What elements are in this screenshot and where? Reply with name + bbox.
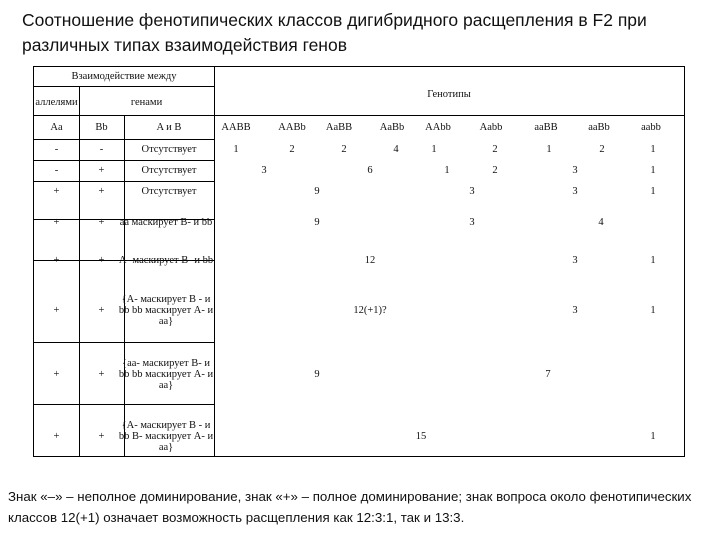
phenotype-class: 1	[650, 165, 656, 176]
phenotype-class: 9	[314, 185, 320, 197]
genotype-aabb-dom: AABB	[221, 121, 251, 133]
phenotype-class: 1	[546, 144, 552, 155]
allele-bb-cell: +	[98, 185, 105, 197]
genotype-aabb-7: aaBB	[534, 121, 558, 133]
allele-aa-cell: +	[53, 185, 60, 197]
phenotype-class: 3	[572, 304, 578, 316]
footnote: Знак «–» – неполное доминирование, знак «+» – полное доминирование; знак вопроса около фенотипических классов 12(+1) означает возможность расщепления как 12:3:1, так и 13:3.	[8, 489, 692, 525]
genotype-aabb-het: AABb	[278, 121, 306, 133]
header-alleles: аллелями	[35, 97, 78, 108]
gene-interaction-cell: aa маскирует B- и bb	[119, 216, 213, 228]
genotype-aabb-5: AAbb	[425, 121, 451, 133]
allele-aa-cell: +	[53, 430, 60, 442]
header-genotypes: Генотипы	[427, 88, 471, 100]
phenotype-class: 9	[314, 368, 320, 380]
allele-bb-cell: +	[98, 216, 105, 228]
phenotype-class: 3	[572, 185, 578, 197]
gene-interaction-cell: Отсутствует	[141, 165, 197, 176]
phenotype-class: 3	[261, 165, 267, 176]
phenotype-class: 1	[650, 430, 656, 442]
table-rule	[34, 86, 214, 87]
interaction-table	[33, 66, 685, 457]
phenotype-class: 12(+1)?	[353, 304, 387, 316]
allele-aa-cell: -	[54, 144, 59, 155]
allele-bb-cell: +	[98, 430, 105, 442]
gene-interaction-cell: {aa- маскирует B- и bb bb маскирует A- и aa}	[118, 357, 214, 391]
genotype-aabb-8: aaBb	[588, 121, 610, 133]
genotype-aabb-4: AaBb	[379, 121, 405, 133]
allele-bb-cell: +	[98, 304, 105, 316]
phenotype-class: 1	[233, 144, 239, 155]
phenotype-class: 2	[289, 144, 295, 155]
phenotype-class: 2	[492, 144, 498, 155]
phenotype-class: 3	[469, 185, 475, 197]
allele-bb-cell: +	[98, 368, 105, 380]
allele-bb-cell: -	[99, 144, 104, 155]
phenotype-class: 1	[431, 144, 437, 155]
phenotype-class: 2	[492, 165, 498, 176]
table-rule	[214, 67, 215, 456]
phenotype-class: 4	[393, 144, 399, 155]
phenotype-class: 1	[444, 165, 450, 176]
phenotype-class: 15	[415, 430, 427, 442]
phenotype-class: 1	[650, 185, 656, 197]
phenotype-class: 1	[650, 144, 656, 155]
header-genes: генами	[130, 97, 163, 108]
genotype-aabb-3: AaBB	[325, 121, 353, 133]
phenotype-class: 9	[314, 216, 320, 228]
allele-bb-cell: +	[98, 165, 105, 176]
genotype-aabb-6: Aabb	[479, 121, 503, 133]
phenotype-class: 1	[650, 304, 656, 316]
phenotype-class: 1	[650, 254, 656, 266]
col-bb: Bb	[95, 121, 108, 133]
header-interaction: Взаимодействие между	[71, 71, 177, 82]
phenotype-class: 3	[572, 165, 578, 176]
gene-interaction-cell: Отсутствует	[141, 185, 197, 197]
gene-interaction-cell: {A- маскирует B - и bb B- маскирует A- и aa}	[118, 419, 214, 453]
phenotype-class: 6	[367, 165, 373, 176]
col-ab: A и B	[156, 121, 182, 133]
allele-aa-cell: +	[53, 304, 60, 316]
allele-aa-cell: +	[53, 368, 60, 380]
genotype-aabb-9: aabb	[641, 121, 661, 133]
page-title: Соотношение фенотипических классов дигибридного расщепления в F2 при различных типах взаимодействия генов	[22, 10, 647, 55]
allele-aa-cell: -	[54, 165, 59, 176]
col-aa: Aa	[50, 121, 63, 133]
gene-interaction-cell: {A- маскирует B - и bb bb маскирует A- и aa}	[118, 293, 214, 327]
phenotype-class: 2	[599, 144, 605, 155]
allele-aa-cell: +	[53, 254, 60, 266]
phenotype-class: 2	[341, 144, 347, 155]
phenotype-class: 3	[469, 216, 475, 228]
phenotype-class: 3	[572, 254, 578, 266]
phenotype-class: 12	[364, 254, 376, 266]
phenotype-class: 7	[545, 368, 551, 380]
gene-interaction-cell: Отсутствует	[141, 144, 197, 155]
phenotype-class: 4	[598, 216, 604, 228]
allele-aa-cell: +	[53, 216, 60, 228]
gene-interaction-cell: A- маскирует B- и bb	[118, 254, 214, 266]
allele-bb-cell: +	[98, 254, 105, 266]
